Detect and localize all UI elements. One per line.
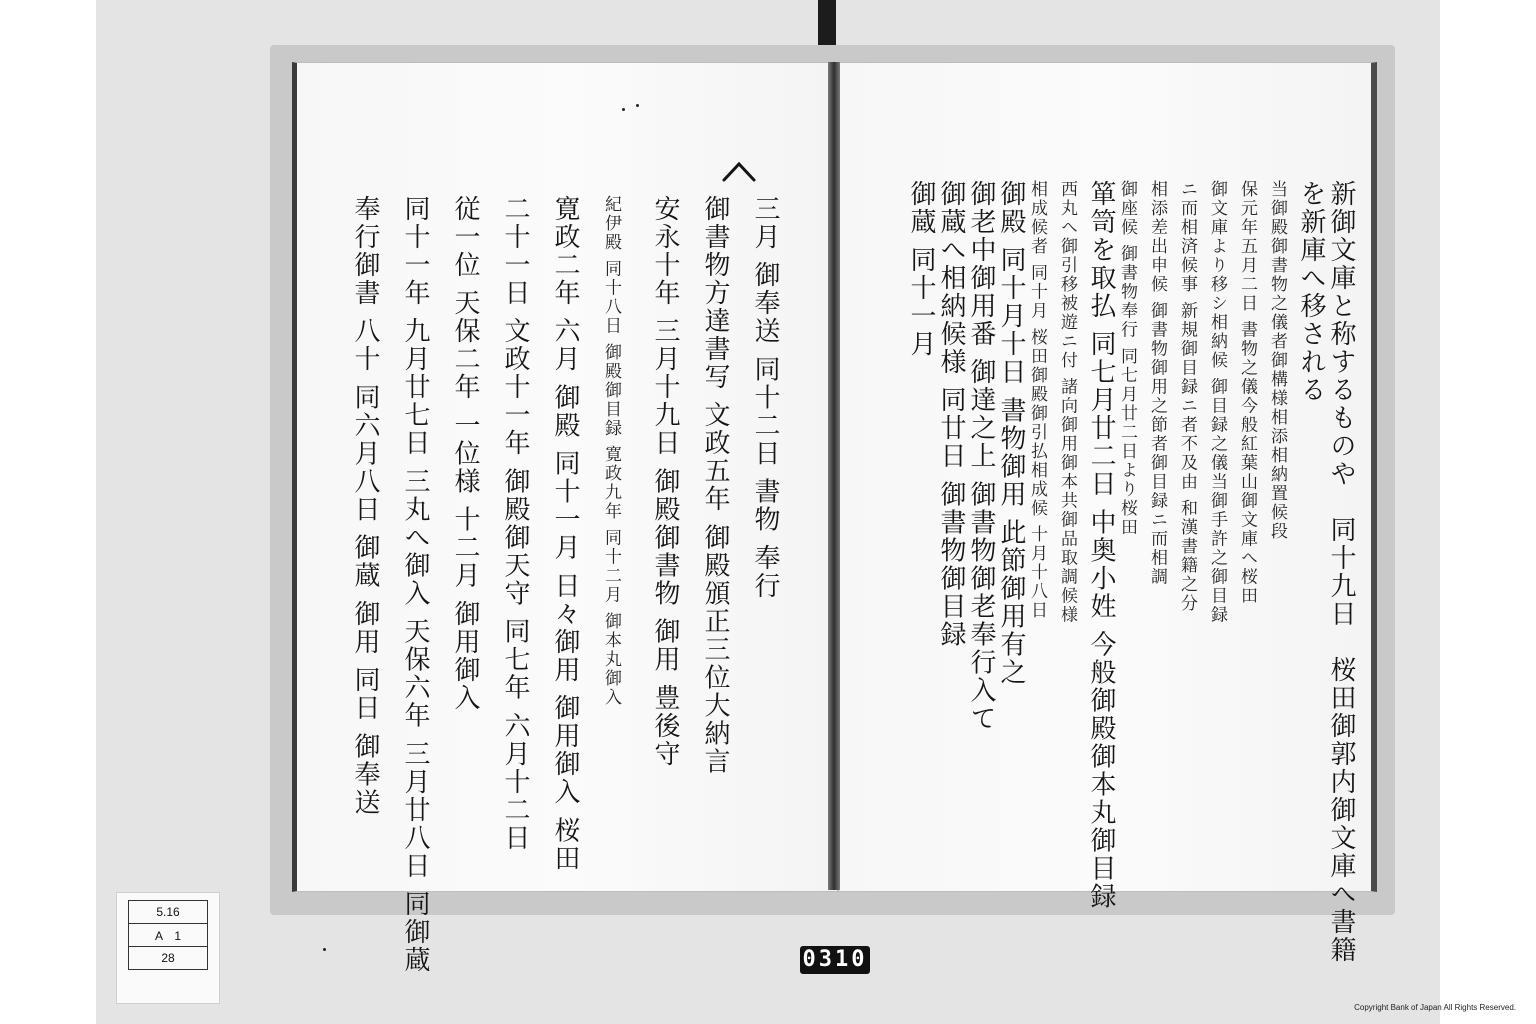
left-page-column: 三月 御奉送 同十二日 書物 奉行 [750, 195, 780, 601]
right-page-column: ニ而相済候事 新規御目録ニ者不及由 和漢書籍之分 [1177, 180, 1197, 613]
right-page-column: 御蔵へ相納候様 同廿日 御書物御目録 [936, 180, 966, 649]
right-page-column: 御蔵 同十一月 [906, 180, 936, 359]
right-page-column: 西丸へ御引移被遊ニ付 諸向御用御本共御品取調候様 [1057, 180, 1077, 625]
left-page-column: 紀伊殿 同十八日 御殿御目録 寛政九年 同十二月 御本丸御入 [601, 195, 621, 708]
left-page-column: 寛政二年 六月 御殿 同十一月 日々御用 御用御入 桜田 [550, 195, 580, 873]
left-page-column: 安永十年 三月十九日 御殿御書物 御用 豊後守 [650, 195, 680, 769]
right-page-column: 箪笥を取払 同七月廿二日 中奥小姓 今般御殿御本丸御目録 [1086, 180, 1116, 911]
right-page-column: 御老中御用番 御達之上 御書物御老奉行入て [966, 180, 996, 733]
right-page-column: 新御文庫と称するものや 同十九日 桜田御郭内御文庫へ書籍 [1326, 180, 1356, 964]
right-page-column: 御座候 御書物奉行 同七月廿二日より桜田 [1117, 180, 1137, 537]
catalog-label-row: 28 [129, 947, 208, 970]
left-page-column: 従一位 天保二年 一位様 十二月 御用御入 [450, 195, 480, 713]
right-page-column: 相成候者 同十月 桜田御殿御引払相成候 十月十八日 [1027, 180, 1047, 621]
right-page-column: 御文庫より移シ相納候 御目録之儀当御手許之御目録 [1207, 180, 1227, 625]
left-page-column: 同十一年 九月廿七日 三丸へ御入 天保六年 三月廿八日 同御蔵 [400, 195, 430, 975]
left-page-column: 二十一日 文政十一年 御殿御天守 同七年 六月十二日 [500, 195, 530, 853]
ink-speck [636, 104, 639, 107]
right-page-column: 御殿 同十月十日 書物御用 此節御用有之 [996, 180, 1026, 687]
copyright-notice: Copyright Bank of Japan All Rights Reserved. [1354, 1003, 1516, 1012]
dust-speck [323, 948, 326, 951]
left-page-column: 奉行御書 八十 同六月八日 御蔵 御用 同日 御奉送 [350, 195, 380, 817]
frame-number: 0310 [800, 946, 870, 974]
catalog-label [128, 900, 208, 970]
right-page-column: を新庫へ移される [1296, 180, 1326, 404]
left-page-column: 御書物方達書写 文政五年 御殿頒正三位大納言 [700, 195, 730, 776]
catalog-label-row: 5.16 [129, 901, 208, 924]
ink-speck [622, 108, 625, 111]
catalog-label-row: A 1 [129, 924, 208, 947]
triangle-mark-icon [720, 160, 758, 184]
right-page-column: 当御殿御書物之儀者御構様相添相納置候段 [1267, 180, 1287, 541]
right-page-column: 保元年五月二日 書物之儀今般紅葉山御文庫へ桜田 [1237, 180, 1257, 606]
book-gutter [828, 62, 840, 890]
right-page-column: 相添差出申候 御書物御用之節者御目録ニ而相調 [1147, 180, 1167, 587]
